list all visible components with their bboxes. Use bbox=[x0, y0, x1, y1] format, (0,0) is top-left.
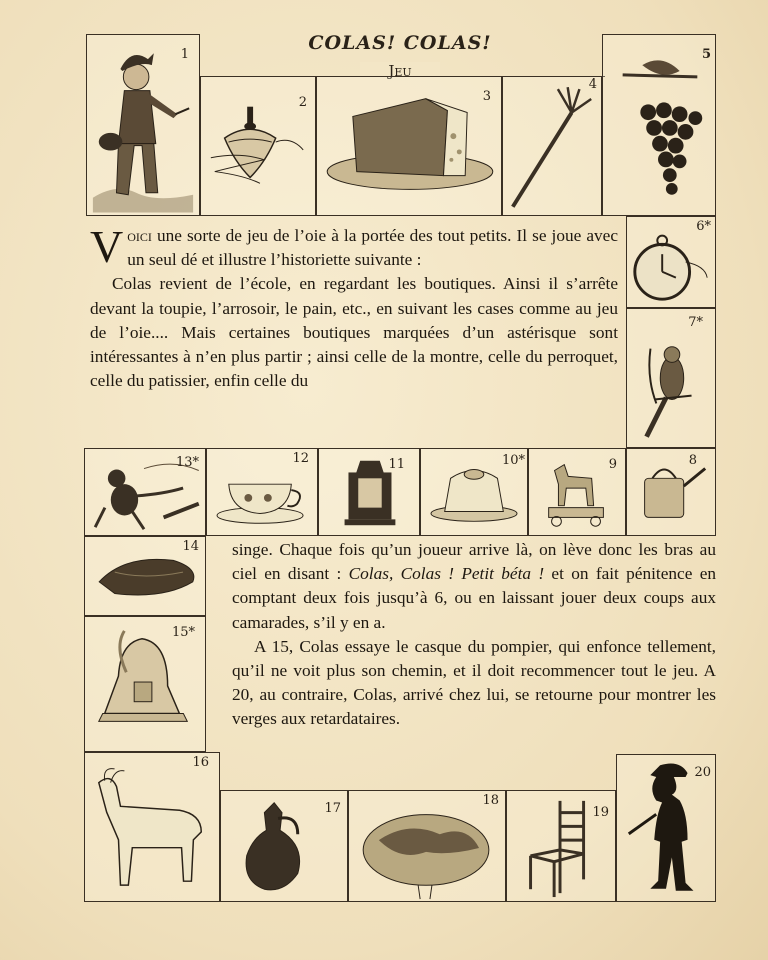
square-number: 1 bbox=[180, 47, 189, 62]
square-16 bbox=[84, 752, 220, 902]
square-7 bbox=[626, 308, 716, 448]
ending-paragraph: A 15, Colas essaye le casque du pompier, qui enfonce tellement, qu’il ne voit plus son chemin, et il doit recommencer tout le jeu. A 20, au contraire, Colas, arrivé chez lui, se retourne pour montrer les verges aux retardataires. bbox=[232, 636, 716, 729]
square-number: 11 bbox=[388, 457, 405, 472]
square-4 bbox=[502, 76, 602, 216]
square-17 bbox=[220, 790, 348, 902]
square-19 bbox=[506, 790, 616, 902]
square-number: 9 bbox=[608, 457, 617, 472]
square-2 bbox=[200, 76, 316, 216]
square-14 bbox=[84, 536, 206, 616]
square-number: 4 bbox=[588, 77, 597, 92]
square-12 bbox=[206, 448, 318, 536]
drop-cap: V bbox=[90, 221, 124, 272]
square-number: 6* bbox=[696, 219, 711, 234]
square-9 bbox=[528, 448, 626, 536]
goat-icon bbox=[85, 753, 219, 901]
square-number: 17 bbox=[324, 801, 341, 816]
square-10 bbox=[420, 448, 528, 536]
square-number: 3 bbox=[482, 89, 491, 104]
square-13 bbox=[84, 448, 206, 536]
square-number: 20 bbox=[694, 765, 711, 780]
rules-text-bottom bbox=[232, 538, 716, 778]
square-number: 8 bbox=[688, 453, 697, 468]
boy-icon bbox=[87, 35, 199, 215]
square-number: 12 bbox=[292, 451, 309, 466]
square-number: 13* bbox=[175, 455, 199, 470]
intro-paragraph: Voici une sorte de jeu de l’oie à la portée des tout petits. Il se joue avec un seul dé et illustre l’historiette suivante : bbox=[90, 221, 618, 272]
square-number: 7* bbox=[688, 315, 703, 330]
square-number: 2 bbox=[298, 95, 307, 110]
penalty-paragraph: singe. Chaque fois qu’un joueur arrive là, on lève donc les bras au ciel en disant : Colas, Colas ! Petit béta ! et on fait pénitence en comptant deux fois jusqu’à 6, ou en laissant jouer deux coups aux camarades, s’il y en a. bbox=[232, 540, 717, 632]
cheese-icon bbox=[317, 77, 501, 215]
square-number: 5 bbox=[701, 47, 711, 62]
colas-exclamation: Colas, Colas ! Petit béta ! bbox=[348, 564, 545, 584]
square-number: 16 bbox=[192, 755, 209, 770]
square-18 bbox=[348, 790, 506, 902]
story-paragraph: Colas revient de l’école, en regardant les boutiques. Ainsi il s’arrête devant la toupie, l’arrosoir, le pain, etc., en suivant les cases comme au jeu de l’oie.... Mais certaines boutiques marquées d’un astérisque sont intéressantes à n’en plus partir ; ainsi celle de la montre, celle du perroquet, celle du patissier, enfin celle du bbox=[90, 274, 618, 391]
square-8 bbox=[626, 448, 716, 536]
square-5 bbox=[602, 34, 716, 216]
square-6 bbox=[626, 216, 716, 308]
square-15 bbox=[84, 616, 206, 752]
square-3 bbox=[316, 76, 502, 216]
square-1 bbox=[86, 34, 200, 216]
square-number: 19 bbox=[592, 805, 609, 820]
page-subtitle: Jeu bbox=[360, 62, 440, 80]
square-number: 18 bbox=[482, 793, 499, 808]
square-number: 14 bbox=[182, 539, 199, 554]
rules-text-top bbox=[90, 221, 618, 444]
page-title: COLAS! COLAS! bbox=[308, 32, 492, 54]
square-11 bbox=[318, 448, 420, 536]
square-number: 15* bbox=[171, 625, 195, 640]
pitchfork-icon bbox=[503, 77, 601, 215]
watering-can-icon bbox=[627, 449, 715, 535]
square-number: 10* bbox=[501, 453, 525, 468]
grapes-icon bbox=[603, 35, 715, 215]
